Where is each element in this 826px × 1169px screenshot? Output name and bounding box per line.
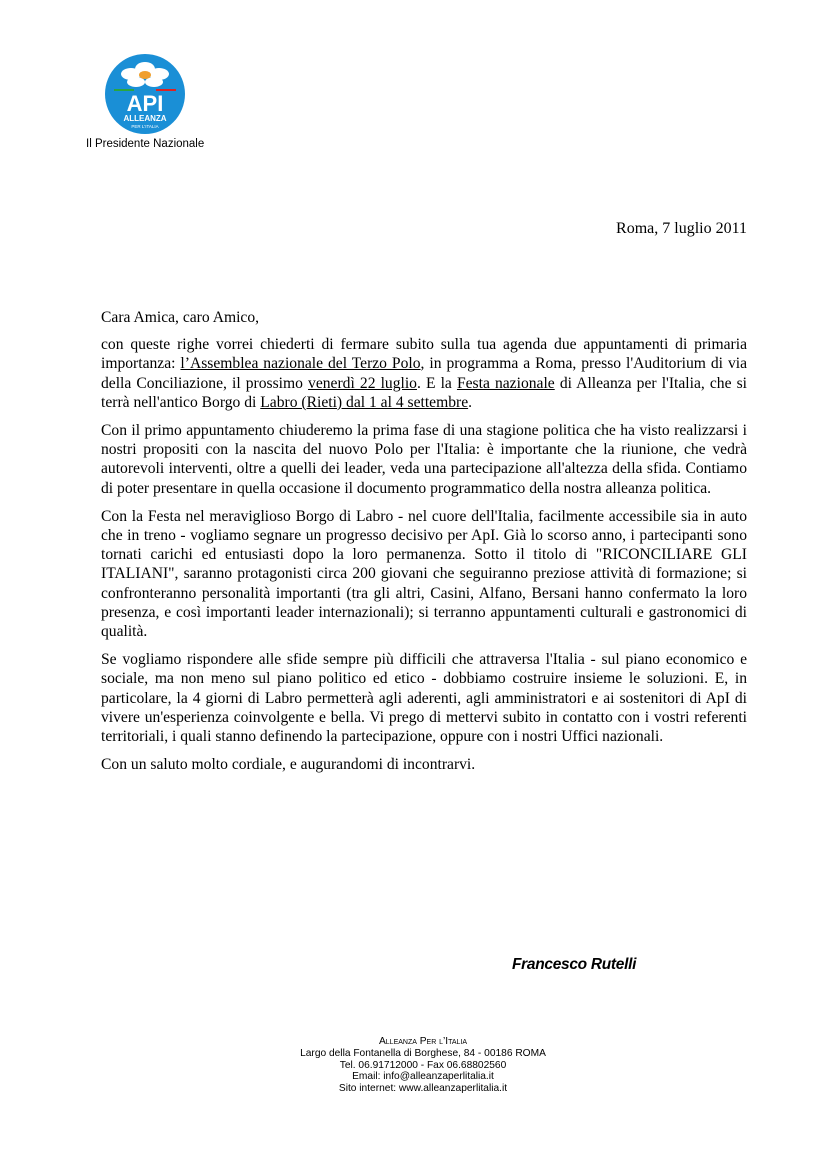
api-logo	[104, 53, 186, 135]
underlined-text: Festa nazionale	[456, 374, 555, 392]
signature: Francesco Rutelli	[512, 956, 637, 973]
footer	[0, 1036, 826, 1095]
paragraph-4: Se vogliamo rispondere alle sfide sempre più difficili che attraversa l'Italia - sul piano economico e sociale, ma non meno sul piano politico ed etico - dobbiamo costruire insieme le soluzioni. E, in particolare, la 4 giorni di Labro permetterà agli aderenti, agli amministratori e ai sostenitori di ApI di vivere un'esperienza coinvolgente e bella. Vi prego di mettervi subito in contatto con i vostri referenti territoriali, i quali stanno definendo la partecipazione, oppure con i nostri Uffici nazionali.	[101, 651, 747, 746]
greeting: Cara Amica, caro Amico,	[101, 309, 260, 326]
footer-address: Largo della Fontanella di Borghese, 84 - 00186 ROMA	[300, 1047, 546, 1059]
underlined-text: venerdì 22 luglio	[308, 374, 417, 392]
footer-site: Sito internet: www.alleanzaperlitalia.it	[338, 1083, 508, 1095]
president-label: Il Presidente Nazionale	[86, 138, 205, 150]
svg-text:ALLEANZA: ALLEANZA	[123, 114, 167, 123]
paragraph-3: Con la Festa nel meraviglioso Borgo di Labro - nel cuore dell'Italia, facilmente accessibile sia in auto che in treno - vogliamo segnare un progresso decisivo per ApI. Già lo scorso anno, i partecipanti sono tornati carichi ed entusiasti dopo la loro permanenza. Sotto il titolo di "RICONCILIARE GLI ITALIANI", saranno protagonisti circa 200 giovani che seguiranno preziose attività di formazione; si confronteranno personalità importanti (tra gli altri, Casini, Alfano, Bersani hanno confermato la loro presenza, e così importanti leader internazionali); si terranno appuntamenti culturali e gastronomici di qualità.	[101, 507, 747, 641]
paragraph-1	[101, 335, 747, 412]
svg-text:API: API	[126, 91, 164, 116]
footer-org: Alleanza Per l’Italia	[378, 1036, 468, 1047]
letter-date: Roma, 7 luglio 2011	[616, 220, 747, 237]
footer-email: Email: info@alleanzaperlitalia.it	[352, 1071, 494, 1083]
underlined-text: Labro (Rieti) dal 1 al 4 settembre	[260, 393, 469, 411]
letter-body	[101, 308, 747, 783]
text: .	[468, 393, 473, 411]
paragraph-2: Con il primo appuntamento chiuderemo la prima fase di una stagione politica che ha visto realizzarsi i nostri propositi con la nascita del nuovo Polo per l'Italia: è importante che la riunione, che vedrà autorevoli interventi, oltre a quelli dei leader, veda una partecipazione all'altezza della sfida. Contiamo di poter presentare in quella occasione il documento programmatico della nostra alleanza politica.	[101, 422, 747, 497]
text: di Alleanza per l'Italia, che si terrà nell'antico Borgo di	[101, 374, 747, 411]
text: . E la	[416, 374, 457, 392]
footer-phone: Tel. 06.91712000 - Fax 06.68802560	[339, 1059, 507, 1071]
text: con queste righe vorrei chiederti di fermare subito sulla tua agenda due appuntamenti di primaria importanza:	[101, 336, 747, 373]
text: , in programma a Roma, presso l'Auditorium di via della Conciliazione, il prossimo	[101, 355, 747, 392]
paragraph-5: Con un saluto molto cordiale, e augurandomi di incontrarvi.	[101, 756, 476, 774]
svg-text:PER L'ITALIA: PER L'ITALIA	[131, 124, 159, 129]
underlined-text: l’Assemblea nazionale del Terzo Polo	[180, 355, 421, 373]
